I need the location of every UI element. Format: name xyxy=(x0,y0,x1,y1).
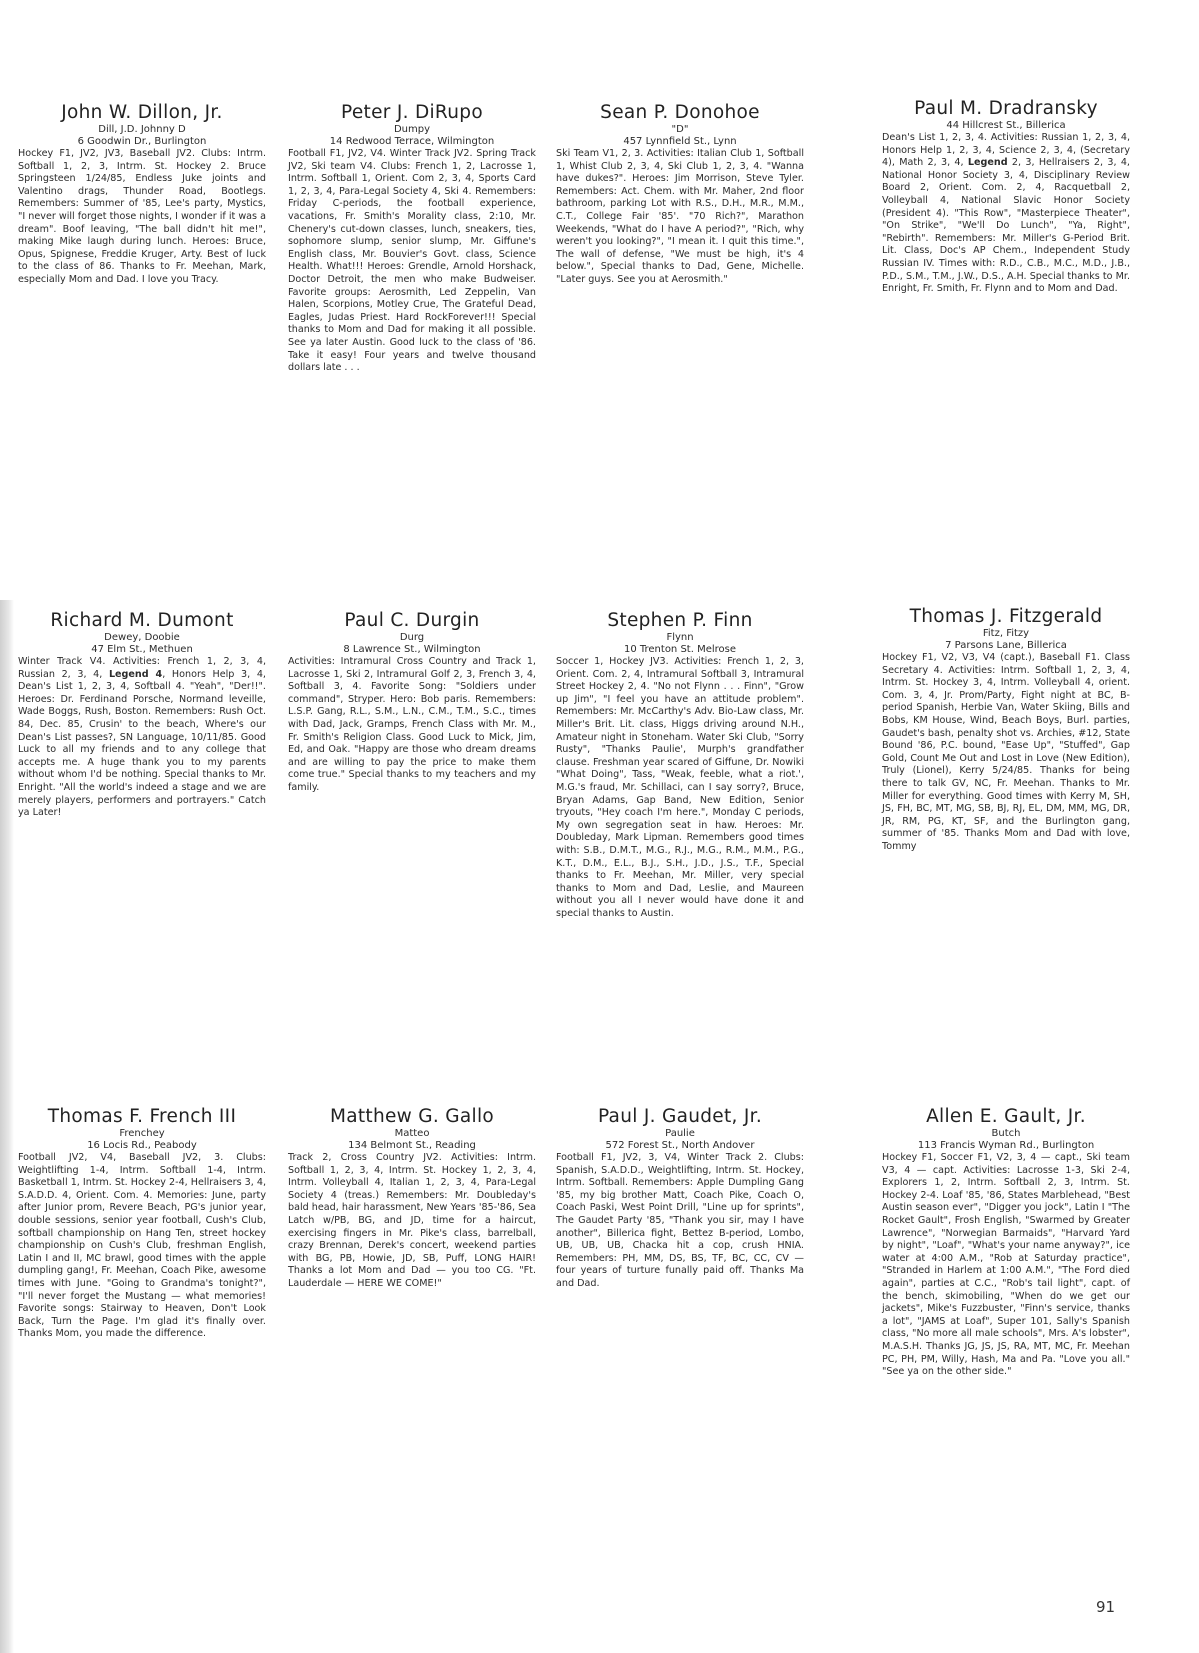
student-nicknames: Matteo xyxy=(394,1128,430,1139)
student-nicknames: Durg xyxy=(399,632,425,643)
student-bio: Winter Track V4. Activities: French 1, 2, 3, 4, Russian 2, 3, 4, Legend 4, Honors Help 3, 4, Dean's List 1, 2, 3, 4, Softball 4. "Yeah", "Der!!". Heroes: Dr. Ferdinand Porsche, Normand leveille, Wade Boggs, Rush, Boston. Remembers: Rush Oct. 84, Dec. 85, Crusin' to the beach, Where's our Dean's List passes?, SN Language, 10/11/85. Good Luck to all my friends and to any college that accepts me. A huge thank you to my parents without whom I'd be nothing. Special thanks to Mr. Enright. "All the world's indeed a stage and we are merely players, performers and portrayers." Catch ya Later! xyxy=(18,656,266,819)
student-address: 16 Locis Rd., Peabody xyxy=(87,1140,197,1151)
student-nicknames: Butch xyxy=(991,1128,1021,1139)
student-bio: Hockey F1, JV2, JV3, Baseball JV2. Clubs: Intrm. Softball 1, 2, 3, Intrm. St. Hockey 2. Bruce Springsteen 1/24/85, Endless Juke joints and Valentino drags, Thunder Road, Bootlegs. Remembers: Summer of '85, Lee's party, Mystics, "I never will forget those nights, I wonder if it was a dream". Boof leaving, "The ball didn't hit me!", making Mike laugh during lunch. Heroes: Bruce, Opus, Spignese, Freddie Kruger, Arty. Best of luck to the class of 86. Thanks to Fr. Meehan, Mark, especially Mom and Dad. I love you Tracy. xyxy=(18,148,266,285)
student-bio: Dean's List 1, 2, 3, 4. Activities: Russian 1, 2, 3, 4, Honors Help 1, 2, 3, 4, Science 2, 3, 4, (Secretary 4), Math 2, 3, 4, Legend 2, 3, Hellraisers 2, 3, 4, National Honor Society 3, 4, Disciplinary Review Board 2, Orient. Com. 2, 4, Racquetball 2, Volleyball 4, National Slavic Honor Society (President 4). "This Row", "Masterpiece Theater", "On Strike", "We'll Do Lunch", "Ya, Right", "Rebirth". Remembers: Mr. Miller's G-Period Brit. Lit. Class, Doc's AP Chem., Independent Study Russian IV. Times with: R.D., C.B., M.C., M.D., J.B., P.D., S.M., T.M., J.W., D.S., A.H. Special thanks to Mr. Enright, Fr. Smith, Fr. Flynn and to Mom and Dad. xyxy=(882,132,1130,295)
student-bio: Football F1, JV2, 3, V4, Winter Track 2. Clubs: Spanish, S.A.D.D., Weightlifting, Intrm. St. Hockey, Intrm. Softball. Remembers: Apple Dumpling Gang '85, my big brother Matt, Coach Pike, Coach O, Coach Paski, West Point Drill, "Line up for sprints", The Gaudet Party '85, "Thank you sir, may I have another", Billerica fight, Bettez B-period, Lombo, UB, UB, UB, Chacka hit a cop, crush HNIA. Remembers: PH, MM, DS, BS, TF, BC, CC, CV — four years of turture funally paid off. Thanks Ma and Dad. xyxy=(556,1152,804,1289)
student-address: 44 Hillcrest St., Billerica xyxy=(946,120,1066,131)
student-nicknames: Paulie xyxy=(665,1128,695,1139)
student-name: Thomas F. French III xyxy=(47,1106,237,1127)
student-name: Paul M. Dradransky xyxy=(914,98,1098,119)
student-name: Peter J. DiRupo xyxy=(341,102,483,123)
student-bio: Ski Team V1, 2, 3. Activities: Italian Club 1, Softball 1, Whist Club 2, 3, 4, Ski Club 1, 2, 3, 4. "Wanna have dukes?". Heroes: Jim Morrison, Steve Tyler. Remembers: Act. Chem. with Mr. Maher, 2nd floor bathroom, parking Lot with R.S., D.H., M.R., M.M., C.T., College Fair '85'. "70 Rich?", Marathon Weekends, "What do I have A period?", "Rich, why weren't you looking?", "I mean it. I quit this time.", The wall of defense, "We must be high, it's 4 below.", Special thanks to Dad, Gene, Michelle. "Later guys. See you at Aerosmith." xyxy=(556,148,804,285)
legend-bold: Legend 4 xyxy=(108,668,163,680)
student-name: Thomas J. Fitzgerald xyxy=(909,606,1103,627)
page-number: 91 xyxy=(1096,1598,1116,1616)
student-entry-dumont xyxy=(18,610,266,820)
student-entry-gallo xyxy=(288,1106,536,1291)
student-nicknames: Dumpy xyxy=(393,124,431,135)
student-nicknames: Flynn xyxy=(666,632,694,643)
student-bio: Football F1, JV2, V4. Winter Track JV2. Spring Track JV2, Ski team V4. Clubs: French 1, 2, Lacrosse 1, Intrm. Softball 1, Orient. Com 2, 3, 4, Sports Card 1, 2, 3, 4, Para-Legal Society 4, Ski 4. Remembers: Friday C-periods, the football experience, vacations, Fr. Smith's Morality class, 2:10, Mr. Chenery's cut-down classes, lunch, sneakers, ties, sophomore slump, senior slump, Mr. Giffune's English class, Mr. Bouvier's Govt. class, Science Health. What!!! Heroes: Grendle, Arnold Horshack, Doctor Detroit, the men who make Budweiser. Favorite groups: Aerosmith, Led Zeppelin, Van Halen, Scorpions, Motley Crue, The Grateful Dead, Eagles, Judas Priest. Hard RockForever!!! Special thanks to Mom and Dad for making it all possible. See ya later Austin. Good luck to the class of '86. Take it easy! Four years and twelve thousand dollars late . . . xyxy=(288,148,536,374)
student-entry-finn xyxy=(556,610,804,920)
student-entry-durgin xyxy=(288,610,536,795)
student-entry-dirupo xyxy=(288,102,536,375)
student-entry-donohoe xyxy=(556,102,804,287)
student-address: 8 Lawrence St., Wilmington xyxy=(343,644,481,655)
student-nicknames: Fitz, Fitzy xyxy=(982,628,1030,639)
student-entry-gaudet xyxy=(556,1106,804,1291)
student-address: 457 Lynnfield St., Lynn xyxy=(623,136,737,147)
student-address: 572 Forest St., North Andover xyxy=(605,1140,755,1151)
binding-gutter-shadow xyxy=(0,600,14,1653)
student-entry-dradransky xyxy=(882,98,1130,296)
student-address: 14 Redwood Terrace, Wilmington xyxy=(329,136,495,147)
student-address: 10 Trenton St. Melrose xyxy=(623,644,737,655)
student-bio: Football JV2, V4, Baseball JV2, 3. Clubs: Weightlifting 1-4, Intrm. Softball 1-4, Intrm. Basketball 1, Intrm. St. Hockey 2-4, Hellraisers 3, 4, S.A.D.D. 4, Orient. Com. 4. Memories: June, party after Junior prom, Revere Beach, PG's junior year, double sessions, senior year football, Cush's Club, softball championship on Hang Ten, street hockey championship on Cush's Club, freshman English, Latin I and II, MC brawl, good times with the apple dumpling gang!, Fr. Meehan, Coach Pike, awesome times with June. "Going to Grandma's tonight?", "I'll never forget the Mustang — what memories! Favorite songs: Stairway to Heaven, Don't Look Back, Turn the Page. I'm glad it's finally over. Thanks Mom, you made the difference. xyxy=(18,1152,266,1340)
student-name: Richard M. Dumont xyxy=(50,610,234,631)
student-bio: Hockey F1, V2, V3, V4 (capt.), Baseball F1. Class Secretary 4. Activities: Intrm. Softball 1, 2, 3, 4, Intrm. St. Hockey 3, 4, Intrm. Volleyball 4, orient. Com. 3, 4, Jr. Prom/Party, Fight night at BC, B-period Spanish, Herbie Van, Water Skiing, Bills and Bobs, KM House, Wind, Beach Boys, Burl. parties, Gaudet's bash, penalty shot vs. Archies, #12, State Bound '86, P.C. bound, "Ease Up", "Stuffed", Gap Gold, Count Me Out and Lost in Love (New Edition), Truly (Lionel), Kerry 5/24/85. Thanks for being there to talk GV, NC, Fr. Meehan. Thanks to Mr. Miller for everything. Good times with Kerry M, SH, JS, FH, BC, MT, MG, SB, BJ, RJ, EL, DM, MM, MG, DR, JR, RM, PG, KT, SF, and the Burlington gang, summer of '85. Thanks Mom and Dad with love, Tommy xyxy=(882,652,1130,852)
student-address: 6 Goodwin Dr., Burlington xyxy=(77,136,207,147)
student-address: 47 Elm St., Methuen xyxy=(91,644,193,655)
student-entry-gault xyxy=(882,1106,1130,1379)
student-entry-dillon xyxy=(18,102,266,287)
student-address: 134 Belmont St., Reading xyxy=(348,1140,476,1151)
student-nicknames: Dewey, Doobie xyxy=(104,632,180,643)
student-entry-french xyxy=(18,1106,266,1341)
legend-bold: Legend xyxy=(967,157,1008,169)
student-name: Matthew G. Gallo xyxy=(329,1106,495,1127)
student-nicknames: "D" xyxy=(671,124,689,135)
student-name: John W. Dillon, Jr. xyxy=(61,102,223,123)
student-bio: Hockey F1, Soccer F1, V2, 3, 4 — capt., Ski team V3, 4 — capt. Activities: Lacrosse 1-3, Ski 2-4, Explorers 1, 2, Intrm. Softball 2, 3, Intrm. St. Hockey 2-4. Loaf '85, '86, States Marblehead, "Best Austin season ever", "Digger you jock", Latin I "The Rocket Gault", Frosh English, "Swarmed by Greater Lawrence", "Norwegian Barmaids", "Harvard Yard by night", "Loaf", "What's your name anyway?", ice water at 4:00 A.M., "Rob at Saturday practice", "Stranded in Harlem at 1:00 A.M.", "The Ford died again", parties at C.C., "Rob's tail light", capt. of the bench, skimobiling, "When do we get our jackets", Mike's Fuzzbuster, "Finn's service, thanks a lot", "JAMS at Loaf", Super 101, Sally's Spanish class, "No more all male schools", Mrs. A's lobster", M.A.S.H. Thanks JG, JS, JS, RA, MT, MC, Fr. Meehan PC, PH, PM, Willy, Hash, Ma and Pa. "Love you all." "See ya on the other side." xyxy=(882,1152,1130,1378)
student-address: 113 Francis Wyman Rd., Burlington xyxy=(917,1140,1095,1151)
student-name: Stephen P. Finn xyxy=(607,610,753,631)
student-nicknames: Frenchey xyxy=(119,1128,165,1139)
student-name: Allen E. Gault, Jr. xyxy=(926,1106,1086,1127)
student-bio: Soccer 1, Hockey JV3. Activities: French 1, 2, 3, Orient. Com. 2, 4, Intramural Softball 3, Intramural Street Hockey 2, 4. "No not Flynn . . . Finn", "Grow up Jim", "I feel you have an attitude problem". Remembers: Mr. McCarthy's Adv. Bio-Law class, Mr. Miller's Brit. Lit. class, Higgs driving around N.H., Amateur night in Stoneham. Water Ski Club, "Sorry Rusty", "Thanks Paulie', Murph's grandfather clause. Freshman year scared of Giffune, Dr. Nowiki "What Doing", Tass, "Weak, feeble, what a riot.', M.G.'s fraud, Mr. Schillaci, can I say sorry?, Bruce, Bryan Adams, Gap Band, New Edition, Senior tryouts, "Hey coach I'm here.", Monday C periods, My own segregation seat in haw. Heroes: Mr. Doubleday, Mark Lipman. Remembers good times with: S.B., D.M.T., M.G., R.J., M.G., R.M., M.M., P.G., K.T., D.M., E.L., B.J., S.H., J.D., J.S., T.F., Special thanks to Fr. Meehan, Mr. Miller, very special thanks to Mom and Dad, Leslie, and Maureen without you all I never would have done it and special thanks to Austin. xyxy=(556,656,804,919)
student-name: Paul J. Gaudet, Jr. xyxy=(597,1106,763,1127)
student-entry-fitzgerald xyxy=(882,606,1130,854)
student-name: Sean P. Donohoe xyxy=(600,102,760,123)
student-address: 7 Parsons Lane, Billerica xyxy=(945,640,1067,651)
student-nicknames: Dill, J.D. Johnny D xyxy=(98,124,186,135)
student-bio: Track 2, Cross Country JV2. Activities: Intrm. Softball 1, 2, 3, 4, Intrm. St. Hockey 1, 2, 3, 4, Intrm. Volleyball 4, Italian 1, 2, 3, 4, Para-Legal Society 4 (treas.) Remembers: Mr. Doubleday's bald head, hair harassment, New Years '85-'86, Sea Latch w/PB, BG, and JD, time for a haircut, exercising fingers in Mr. Pike's class, barrelball, crazy Brennan, Derek's concert, weekend parties with BG, PB, Howie, JD, SB, Puff, LONG HAIR! Thanks a lot Mom and Dad — you too CG. "Ft. Lauderdale — HERE WE COME!" xyxy=(288,1152,536,1289)
student-bio: Activities: Intramural Cross Country and Track 1, Lacrosse 1, Ski 2, Intramural Golf 2, 3, French 3, 4, Softball 3, 4. Favorite Song: "Soldiers under command", Stryper. Hero: Bob paris. Remembers: L.S.P. Gang, R.L., S.M., L.N., C.M., T.M., S.C., times with Dad, Jack, Gramps, French Class with Mr. M., Fr. Smith's Religion Class. Good Luck to Mick, Jim, Ed, and Oak. "Happy are those who dream dreams and are willing to pay the price to make them come true." Special thanks to my teachers and my family. xyxy=(288,656,536,793)
student-name: Paul C. Durgin xyxy=(344,610,480,631)
